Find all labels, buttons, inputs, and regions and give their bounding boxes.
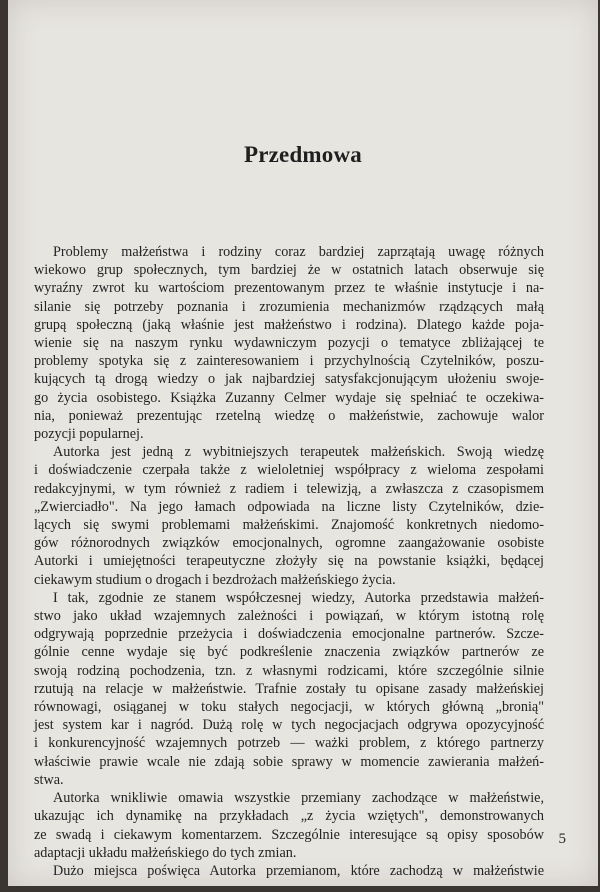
text-line: adaptacji układu małżeńskiego do tych zmian.: [34, 844, 297, 861]
text-line: lących się swymi problemami małżeńskimi. Znajomość konkretnych niedomo-: [34, 517, 544, 534]
paragraph: [34, 243, 544, 443]
text-line: Autorka wnikliwie omawia wszystkie przemiany zachodzące w małżeństwie,: [53, 790, 544, 807]
text-line: silanie się potrzeby poznania i zrozumienia mechanizmów rządzących małą: [34, 298, 544, 315]
text-line: Problemy małżeństwa i rodziny coraz bardziej zaprzątają uwagę różnych: [53, 244, 544, 260]
text-line: równowagi, osiąganej w toku stałych negocjacji, w których główną „bronią": [34, 699, 544, 716]
text-line: jest system kar i nagród. Dużą rolę w tych negocjacjach odgrywa opozycyjność: [34, 717, 544, 734]
text-line: ze swadą i ciekawym komentarzem. Szczególnie interesujące są opisy sposobów: [34, 826, 544, 843]
paragraph: [34, 789, 544, 862]
text-line: Autorka jest jedną z wybitniejszych terapeutek małżeńskich. Swoją wiedzę: [53, 444, 544, 461]
text-line: pozycji popularnej.: [34, 426, 144, 443]
paragraph: [34, 443, 544, 589]
page-title: Przedmowa: [243, 142, 363, 167]
text-line: i doświadczenie czerpała także z wieloletniej współpracy z wieloma zespołami: [34, 462, 544, 479]
paragraph: [34, 862, 544, 880]
text-line: Dużo miejsca poświęca Autorka przemianom, które zachodzą w małżeństwie: [53, 862, 544, 879]
text-line: stwo jako układ wzajemnych zależności i powiązań, w którym istotną rolę: [34, 608, 544, 625]
text-line: grupą społeczną (jaką właśnie jest małżeństwo i rodzina). Dlatego każde poja-: [34, 316, 544, 333]
text-line: stwa.: [34, 771, 64, 788]
page-number: 5: [558, 831, 566, 847]
text-line: go życia osobistego. Książka Zuzanny Celmer wydaje się spełniać te oczekiwa-: [34, 389, 544, 406]
text-line: rzutują na relacje w małżeństwie. Trafnie zostały tu opisane zasady małżeńskiej: [34, 680, 544, 697]
text-line: wiekowo grup społecznych, tym bardziej że w ostatnich latach obserwuje się: [34, 262, 544, 279]
text-line: gólnie cenne wydaje się być podkreślenie znaczenia związków partnerów ze: [34, 644, 544, 661]
text-line: problemy spotyka się z zainteresowaniem i przychylnością Czytelników, poszu-: [34, 353, 544, 370]
text-line: Autorki i umiejętności terapeutyczne złożyły się na powstanie książki, będącej: [34, 553, 544, 570]
paragraph: [34, 589, 544, 789]
text-line: wyraźny zwrot ku wartościom prezentowanym przez te właśnie instytucje i na-: [34, 280, 544, 297]
text-line: właściwie prawie wcale nie zdają sobie sprawy w momencie zawierania małżeń-: [34, 753, 544, 770]
book-page: [8, 0, 598, 886]
body-text: [34, 243, 544, 880]
text-line: ukazując ich dynamikę na przykładach „z życia wziętych", demonstrowanych: [34, 808, 544, 825]
text-line: swoją rodziną pochodzenia, tzn. z własnymi rodzicami, które szczególnie silnie: [34, 662, 544, 679]
text-line: odgrywają poprzednie przeżycia i doświadczenia emocjonalne partnerów. Szcze-: [34, 626, 544, 643]
text-line: nia, ponieważ prezentując rzetelną wiedzę o małżeństwie, zachowuje walor: [34, 407, 544, 424]
text-line: gów różnorodnych związków emocjonalnych, ogromne zaangażowanie osobiste: [34, 535, 544, 552]
text-line: kujących tą drogą wiedzy o jak najbardziej satysfakcjonującym ułożeniu swoje-: [34, 371, 544, 388]
text-line: redakcyjnymi, w tym również z radiem i telewizją, a zwłaszcza z czasopismem: [34, 480, 544, 497]
text-line: I tak, zgodnie ze stanem współczesnej wiedzy, Autorka przedstawia małżeń-: [53, 589, 544, 606]
text-line: ciekawym studium o drogach i bezdrożach małżeńskiego życia.: [34, 571, 396, 588]
text-line: i konkurencyjność wzajemnych potrzeb — ważki problem, z którego partnerzy: [34, 735, 544, 752]
text-line: „Zwierciadło". Na jego łamach odpowiada na liczne listy Czytelników, dzie-: [34, 498, 544, 515]
text-line: wienie się na naszym rynku wydawniczym pozycji o tematyce zbliżającej te: [34, 335, 544, 352]
